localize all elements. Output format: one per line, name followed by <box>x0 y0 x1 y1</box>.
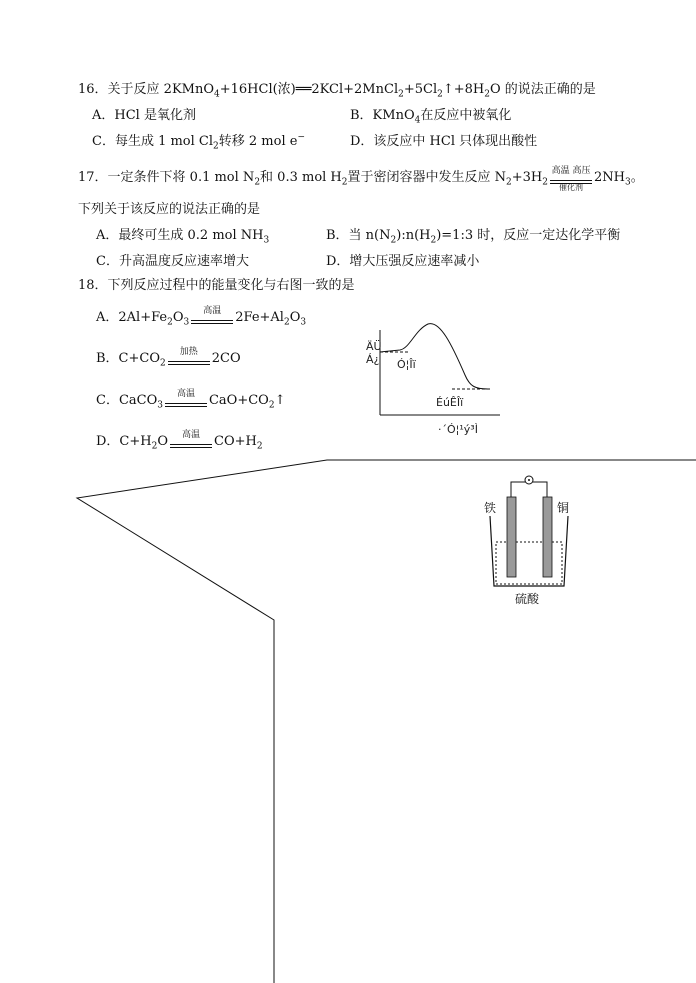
right-electrode-label: 铜 <box>557 501 570 515</box>
q17-option-c: C．升高温度反应速率增大 <box>96 254 249 269</box>
reactant-label: Ó¦Îï <box>397 358 416 371</box>
q17-option-a: A．最终可生成 0.2 mol $NH_3$ <box>96 228 270 246</box>
q16-option-c: C．每生成 1 mol $Cl_2$转移 2 mol e− <box>92 132 305 152</box>
q18-option-b: B．$C+CO_2$ 加热 2CO <box>96 347 241 369</box>
copper-electrode <box>543 497 552 577</box>
product-label: ÉúÊÎï <box>436 396 464 409</box>
y-axis-label: ÄÜ <box>366 340 382 353</box>
energy-diagram <box>366 324 500 436</box>
q16-option-d: D．该反应中 HCl 只体现出酸性 <box>350 134 538 149</box>
energy-curve <box>380 324 488 389</box>
q17-option-d: D．增大压强反应速率减小 <box>326 254 480 269</box>
q16-option-b: B．KMnO$_4$在反应中被氧化 <box>350 108 512 126</box>
q17-line2: 下列关于该反应的说法正确的是 <box>78 202 261 217</box>
q18-option-a: A．$2Al+Fe_2O_3$ 高温 $2Fe+Al_2O_3$ <box>96 306 307 328</box>
beaker-fill <box>494 540 564 586</box>
answer-frame <box>77 460 696 983</box>
reaction-condition-arrow: 高温 高压 催化剂 <box>551 166 591 192</box>
q17-stem: 17．一定条件下将 0.1 mol $N_2$和 0.3 mol $H_2$置于密闭容器中发生反应 $N_2+3H_2$ 高温 高压 催化剂 $2NH_3$。 <box>78 166 644 192</box>
q17-option-b: B．当 $n(N_2):n(H_2)=1:3$ 时，反应一定达化学平衡 <box>326 228 621 246</box>
x-axis-label: ·´Ó¦¹ý³Ì <box>438 423 478 436</box>
left-electrode-label: 铁 <box>484 501 497 515</box>
iron-electrode <box>507 497 516 577</box>
electrolyte-label: 硫酸 <box>515 592 540 606</box>
q16-stem: 16．关于反应 2KMnO$_4$+16HCl(浓)$══2KCl+2MnCl_2+5Cl_2↑+8H_2O$ 的说法正确的是 <box>78 82 596 100</box>
q18-stem: 18．下列反应过程中的能量变化与右图一致的是 <box>78 278 355 293</box>
galvanic-cell <box>484 476 569 606</box>
q18-option-d: D．$C+H_2O$ 高温 $CO+H_2$ <box>96 430 263 452</box>
q16-option-a: A．HCl 是氧化剂 <box>92 108 196 123</box>
q18-option-c: C．CaCO$_3$ 高温 $CaO+CO_2↑$ <box>96 389 286 411</box>
y-axis-label-2: Á¿ <box>366 353 380 366</box>
